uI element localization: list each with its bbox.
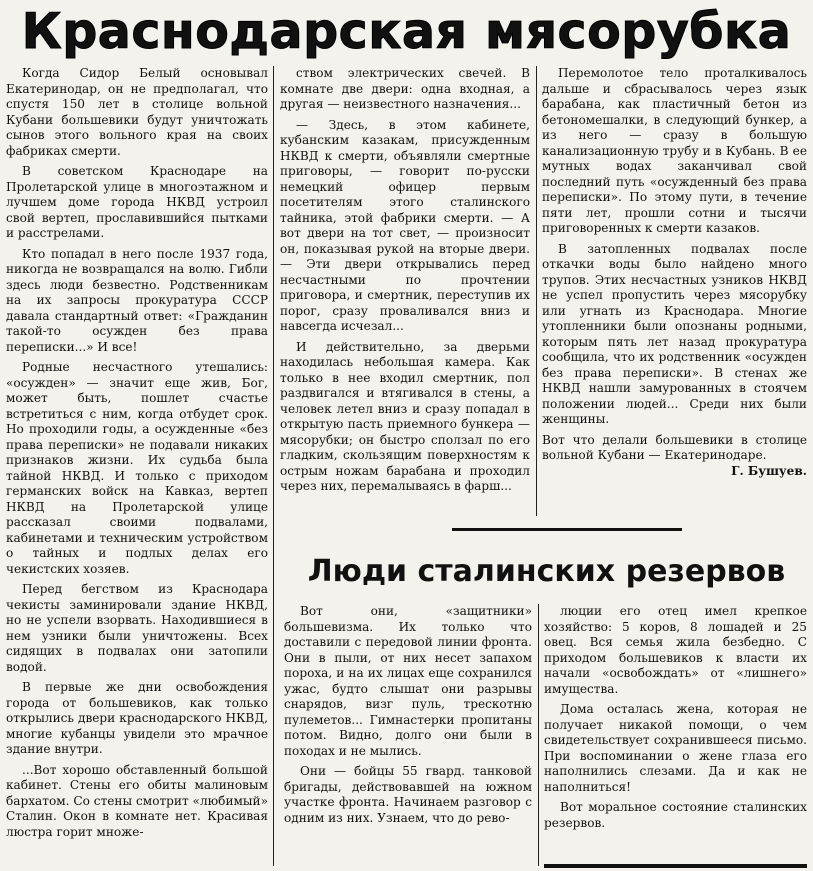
paragraph: Вот моральное состояние сталинских резервов.: [544, 800, 807, 830]
bottom-rule: [544, 864, 807, 868]
paragraph: ...Вот хорошо обставленный большой кабинет. Стены его обиты малиновым бархатом. Со стены смотрит «любимый» Сталин. Окон в комнате нет. Красивая люстра горит множе-: [6, 762, 268, 839]
paragraph: Дома осталась жена, которая не получает никакой помощи, о чем свидетельствует сохранившееся письмо. При воспоминании о жене глаза его наполнились слезами. Да и как не наполниться!: [544, 702, 807, 794]
paragraph: Родные несчастного утешались: «осужден» — значит еще жив, Бог, может быть, пошлет счастье встретиться с ним, когда отбудет срок. Но проходили годы, а осужденные «без права переписки» не подавали никаких признаков жизни. Их судьба была тайной НКВД. И только с приходом германских войск на Кавказ, вертеп НКВД на Пролетарской улице рассказал своими подвалами, кабинетами и техническим устройством о тайных и подлых делах его чекистских хозяев.: [6, 360, 268, 576]
paragraph: В затопленных подвалах после откачки воды было найдено много трупов. Этих несчастных узников НКВД не успел пропустить через мясорубку или угнать из Краснодара. Многие утопленники были опознаны родными, которым пять лет назад прокуратура сообщила, что их родственник «осужден без права переписки». В стенах же НКВД нашли замурованных в стоячем положении людей... Среди них были женщины.: [542, 241, 807, 426]
paragraph: И действительно, за дверьми находилась небольшая камера. Как только в нее входил смертник, пол раздвигался и втягивался в стены, а человек летел вниз и сразу попадал в открытую пасть приемного бункера — мясорубки; он быстро сползал по его гладким, скользящим поверхностям к острым ножам барабана и проходил через них, перемалываясь в фарш...: [280, 339, 530, 493]
closing-text: Вот что делали большевики в столице вольной Кубани — Екатеринодаре.: [542, 432, 807, 462]
paragraph: Кто попадал в него после 1937 года, никогда не возвращался на волю. Гибли здесь люди безвестно. Родственникам на их запросы прокуратура СССР давала стандартный ответ: «Гражданин такой-то осужден без права переписки...» И все!: [6, 246, 268, 354]
headline: Краснодарская мясорубка: [21, 2, 792, 60]
paragraph: Вот они, «защитники» большевизма. Их только что доставили с передовой линии фронта. Они в пыли, от них несет запахом пороха, и на их лицах еще сохранился ужас, будто слышат они разрывы снарядов, визг пуль, трескотню пулеметов... Гимнастерки пропитаны потом. Видно, долго они были в походах и не мылись.: [284, 604, 532, 758]
paragraph: В первые же дни освобождения города от большевиков, как только открылись двери краснодарского НКВД, многие кубанцы увидели это мрачное здание внутри.: [6, 680, 268, 756]
article2-column-2: [544, 604, 807, 866]
article1-column-2: [280, 66, 530, 518]
column-divider: [273, 66, 274, 866]
author-name: Г. Бушуев.: [731, 463, 807, 478]
article2-column-1: [284, 604, 532, 866]
paragraph: Они — бойцы 55 гвард. танковой бригады, действовавшей на южном участке фронта. Начинаем разговор с одним из них. Узнаем, что до рево-: [284, 764, 532, 825]
paragraph: Перемолотое тело проталкивалось дальше и сбрасывалось через язык барабана, как пластичный бетон из бетономешалки, в следующий бункер, а из него — сразу в большую канализационную трубу и в Кубань. В ее мутных водах заканчивал свой последний путь «осужденный без права переписки». По этому пути, в течение пяти лет, прошли сотни и тысячи приговоренных к смерти казаков.: [542, 66, 807, 235]
paragraph: В советском Краснодаре на Пролетарской улице в многоэтажном и лучшем доме города НКВД устроил свой вертеп, прославившийся пытками и расстрелами.: [6, 164, 268, 240]
paragraph: Когда Сидор Белый основывал Екатеринодар, он не предполагал, что спустя 150 лет в столице вольной Кубани большевики будут уничтожать сынов этого вольного края на своих фабриках смерти.: [6, 66, 268, 158]
paragraph: люции его отец имел крепкое хозяйство: 5 коров, 8 лошадей и 25 овец. Вся семья жила безбедно. С приходом большевиков к власти их начали «освобождать» от «лишнего» имущества.: [544, 604, 807, 696]
paragraph: Перед бегством из Краснодара чекисты заминировали здание НКВД, но не успели взорвать. Находившиеся в нем узники были уничтожены. Всех сидящих в подвалах они затопили водой.: [6, 582, 268, 674]
article1-column-3: [542, 66, 807, 506]
article1-column-1: [6, 66, 268, 866]
section-rule: [452, 528, 682, 531]
column-divider: [538, 604, 539, 866]
signature-paragraph: [542, 432, 807, 478]
column-divider: [536, 66, 537, 516]
paragraph: — Здесь, в этом кабинете, кубанским казакам, присужденным НКВД к смерти, объявляли смертные приговоры, — говорит по-русски немецкий офицер первым посетителям этого сталинского тайника, этой фабрики смерти. — А вот двери на тот свет, — произносит он, показывая рукой на вторые двери. — Эти двери открывались перед несчастными по прочтении приговора, и смертник, переступив их порог, сразу проваливался вниз и навсегда исчезал...: [280, 117, 530, 333]
sub-headline: Люди сталинских резервов: [307, 553, 786, 589]
paragraph: ством электрических свечей. В комнате две двери: одна входная, а другая — неизвестного назначения...: [280, 66, 530, 111]
